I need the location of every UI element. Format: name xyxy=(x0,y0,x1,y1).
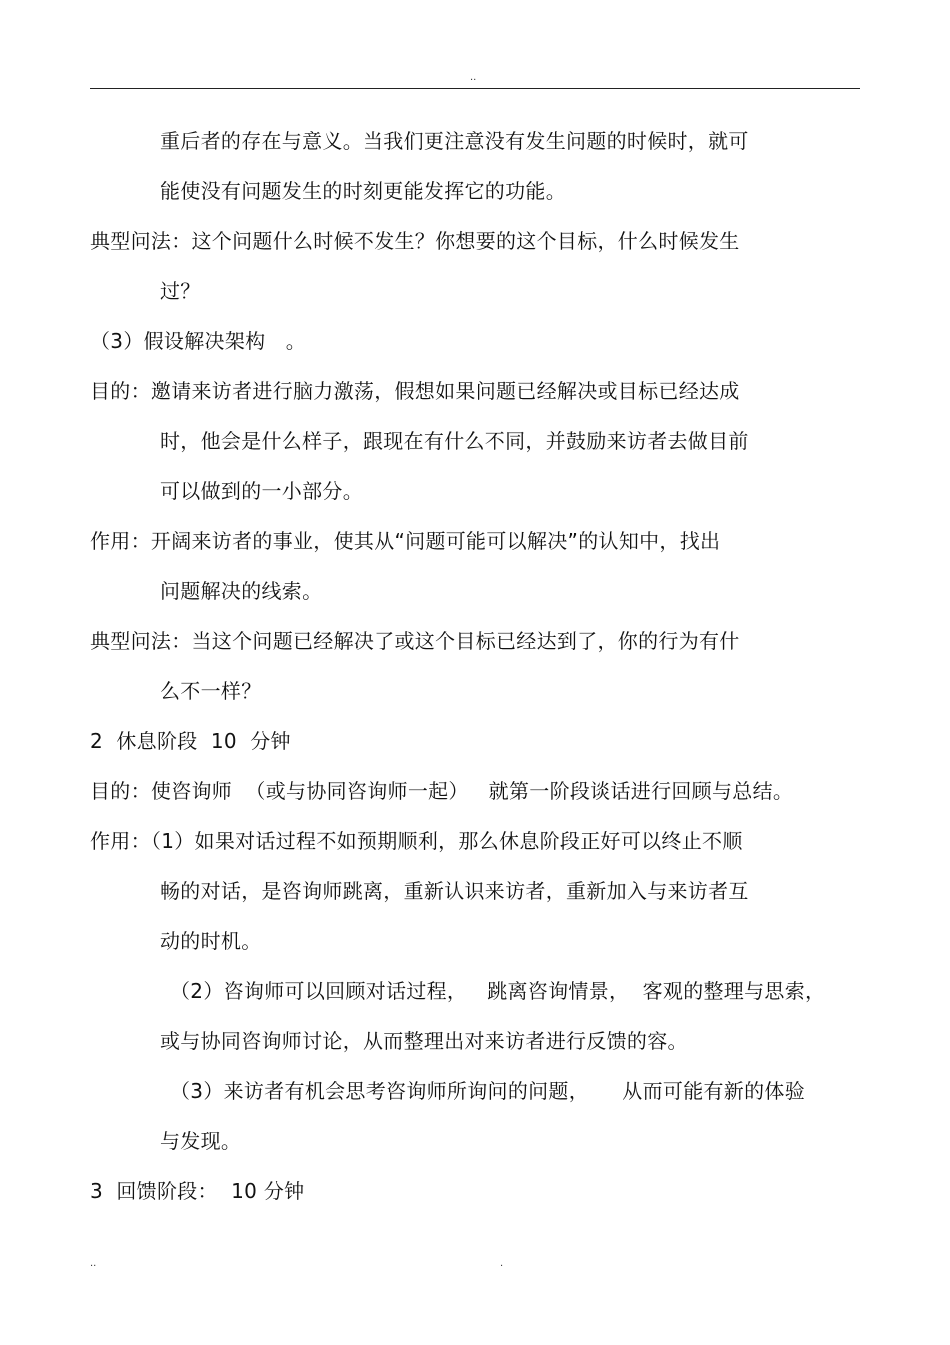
header-rule xyxy=(90,88,860,89)
text-line: 典型问法：当这个问题已经解决了或这个目标已经达到了，你的行为有什 xyxy=(90,629,740,653)
text-line: 动的时机。 xyxy=(160,929,262,953)
text-line: 重后者的存在与意义。当我们更注意没有发生问题的时候时，就可 xyxy=(160,129,749,153)
text-line: 作用：（1）如果对话过程不如预期顺利，那么休息阶段正好可以终止不顺 xyxy=(90,829,743,853)
text-line: 问题解决的线索。 xyxy=(160,579,323,603)
header-mark: .. xyxy=(470,72,477,83)
text-line: 时，他会是什么样子，跟现在有什么不同，并鼓励来访者去做目前 xyxy=(160,429,749,453)
text-line: 畅的对话，是咨询师跳离，重新认识来访者，重新加入与来访者互 xyxy=(160,879,749,903)
text-line: 么不一样？ xyxy=(160,679,262,703)
footer-mark-right: . xyxy=(500,1258,504,1269)
text-line: 作用：开阔来访者的事业，使其从“问题可能可以解决”的认知中，找出 xyxy=(90,529,721,553)
text-line: 能使没有问题发生的时刻更能发挥它的功能。 xyxy=(160,179,566,203)
section-heading: 2 休息阶段 10 分钟 xyxy=(90,729,291,753)
text-line: 过？ xyxy=(160,279,201,303)
text-line: 可以做到的一小部分。 xyxy=(160,479,363,503)
text-line: （2）咨询师可以回顾对话过程， 跳离咨询情景， 客观的整理与思索， xyxy=(170,979,826,1003)
footer-mark-left: .. xyxy=(90,1258,97,1269)
text-line: 目的：使咨询师 （或与协同咨询师一起） 就第一阶段谈话进行回顾与总结。 xyxy=(90,779,794,803)
text-line: （3）来访者有机会思考咨询师所询问的问题， 从而可能有新的体验 xyxy=(170,1079,806,1103)
text-line: 典型问法：这个问题什么时候不发生？你想要的这个目标，什么时候发生 xyxy=(90,229,740,253)
text-line: 与发现。 xyxy=(160,1129,242,1153)
subsection-heading: （3）假设解决架构 。 xyxy=(90,329,307,353)
section-heading: 3 回馈阶段： 10 分钟 xyxy=(90,1179,305,1203)
text-line: 目的：邀请来访者进行脑力激荡，假想如果问题已经解决或目标已经达成 xyxy=(90,379,740,403)
text-line: 或与协同咨询师讨论，从而整理出对来访者进行反馈的容。 xyxy=(160,1029,688,1053)
